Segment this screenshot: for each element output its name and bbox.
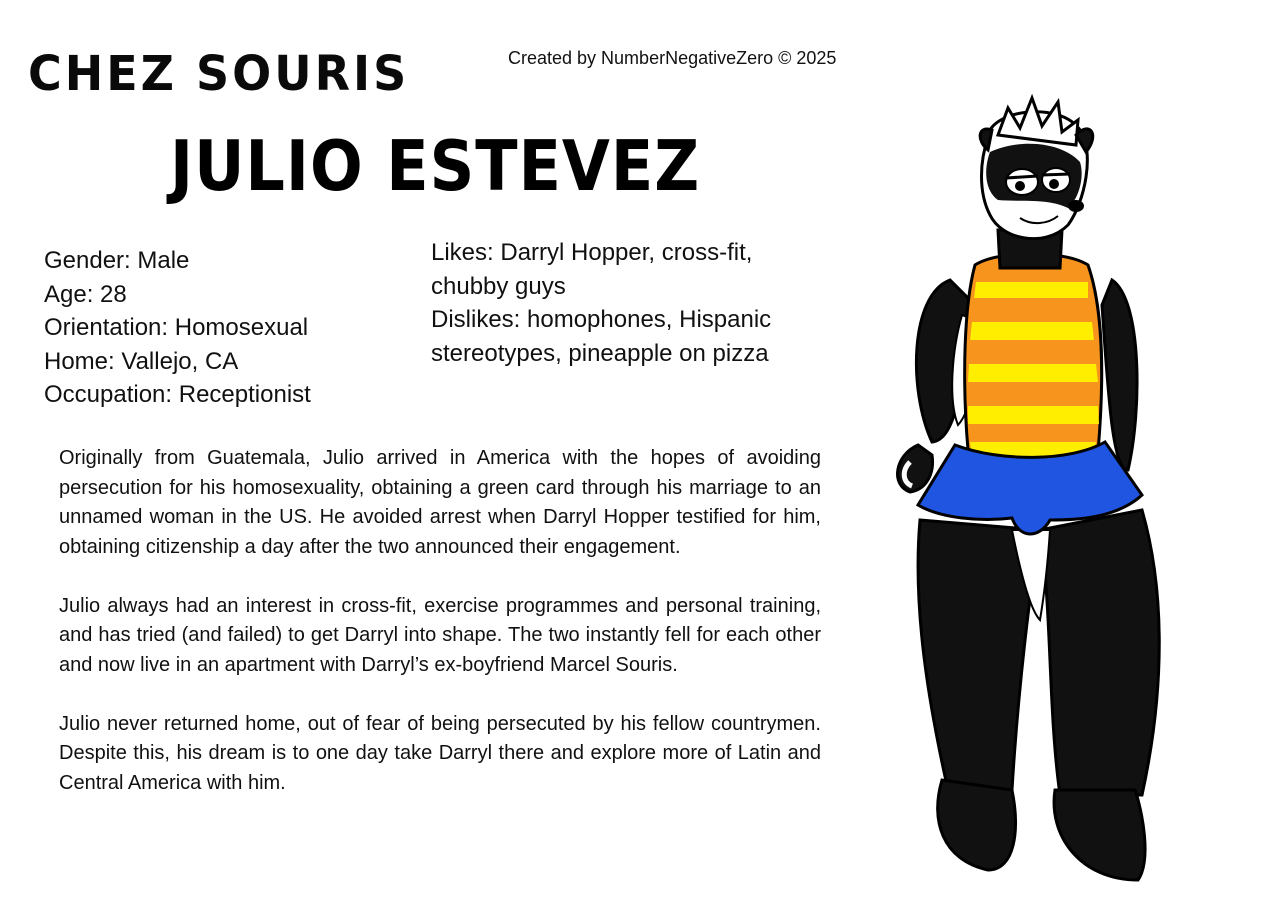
bio-paragraph: Originally from Guatemala, Julio arrived in America with the hopes of avoiding persecution for his homosexuality, obtaining a green card through his marriage to an unnamed woman in the US. He avoided arrest when Darryl Hopper testified for him, obtaining citizenship a day after the two announced their engagement. — [59, 447, 821, 558]
stat-home: Home: Vallejo, CA — [44, 347, 239, 375]
credit-line: Created by NumberNegativeZero © 2025 — [508, 48, 837, 68]
preferences-block — [431, 236, 831, 370]
biography — [59, 444, 821, 828]
character-name-title: JULIO ESTEVEZ — [170, 125, 701, 208]
likes-text: Likes: Darryl Hopper, cross-fit, chubby guys — [431, 239, 753, 300]
stat-occupation: Occupation: Receptionist — [44, 381, 311, 408]
stat-gender: Gender: Male — [44, 247, 190, 274]
stat-orientation: Orientation: Homosexual — [44, 314, 309, 341]
dislikes-text: Dislikes: homophones, Hispanic stereotypes, pineapple on pizza — [431, 306, 772, 367]
bio-paragraph: Julio always had an interest in cross-fit, exercise programmes and personal training, and has tried (and failed) to get Darryl into shape. The two instantly fell for each other and now live in an apartment with Darryl’s ex-boyfriend Marcel Souris. — [59, 594, 821, 676]
stat-age: Age: 28 — [44, 280, 127, 308]
stats-list — [44, 244, 311, 412]
character-illustration — [880, 90, 1200, 900]
brand-logo: CHEZ SOURIS — [28, 44, 410, 102]
bio-paragraph: Julio never returned home, out of fear of being persecuted by his fellow countrymen. Despite this, his dream is to one day take Darryl there and explore more of Latin and Central America with him. — [59, 712, 821, 794]
